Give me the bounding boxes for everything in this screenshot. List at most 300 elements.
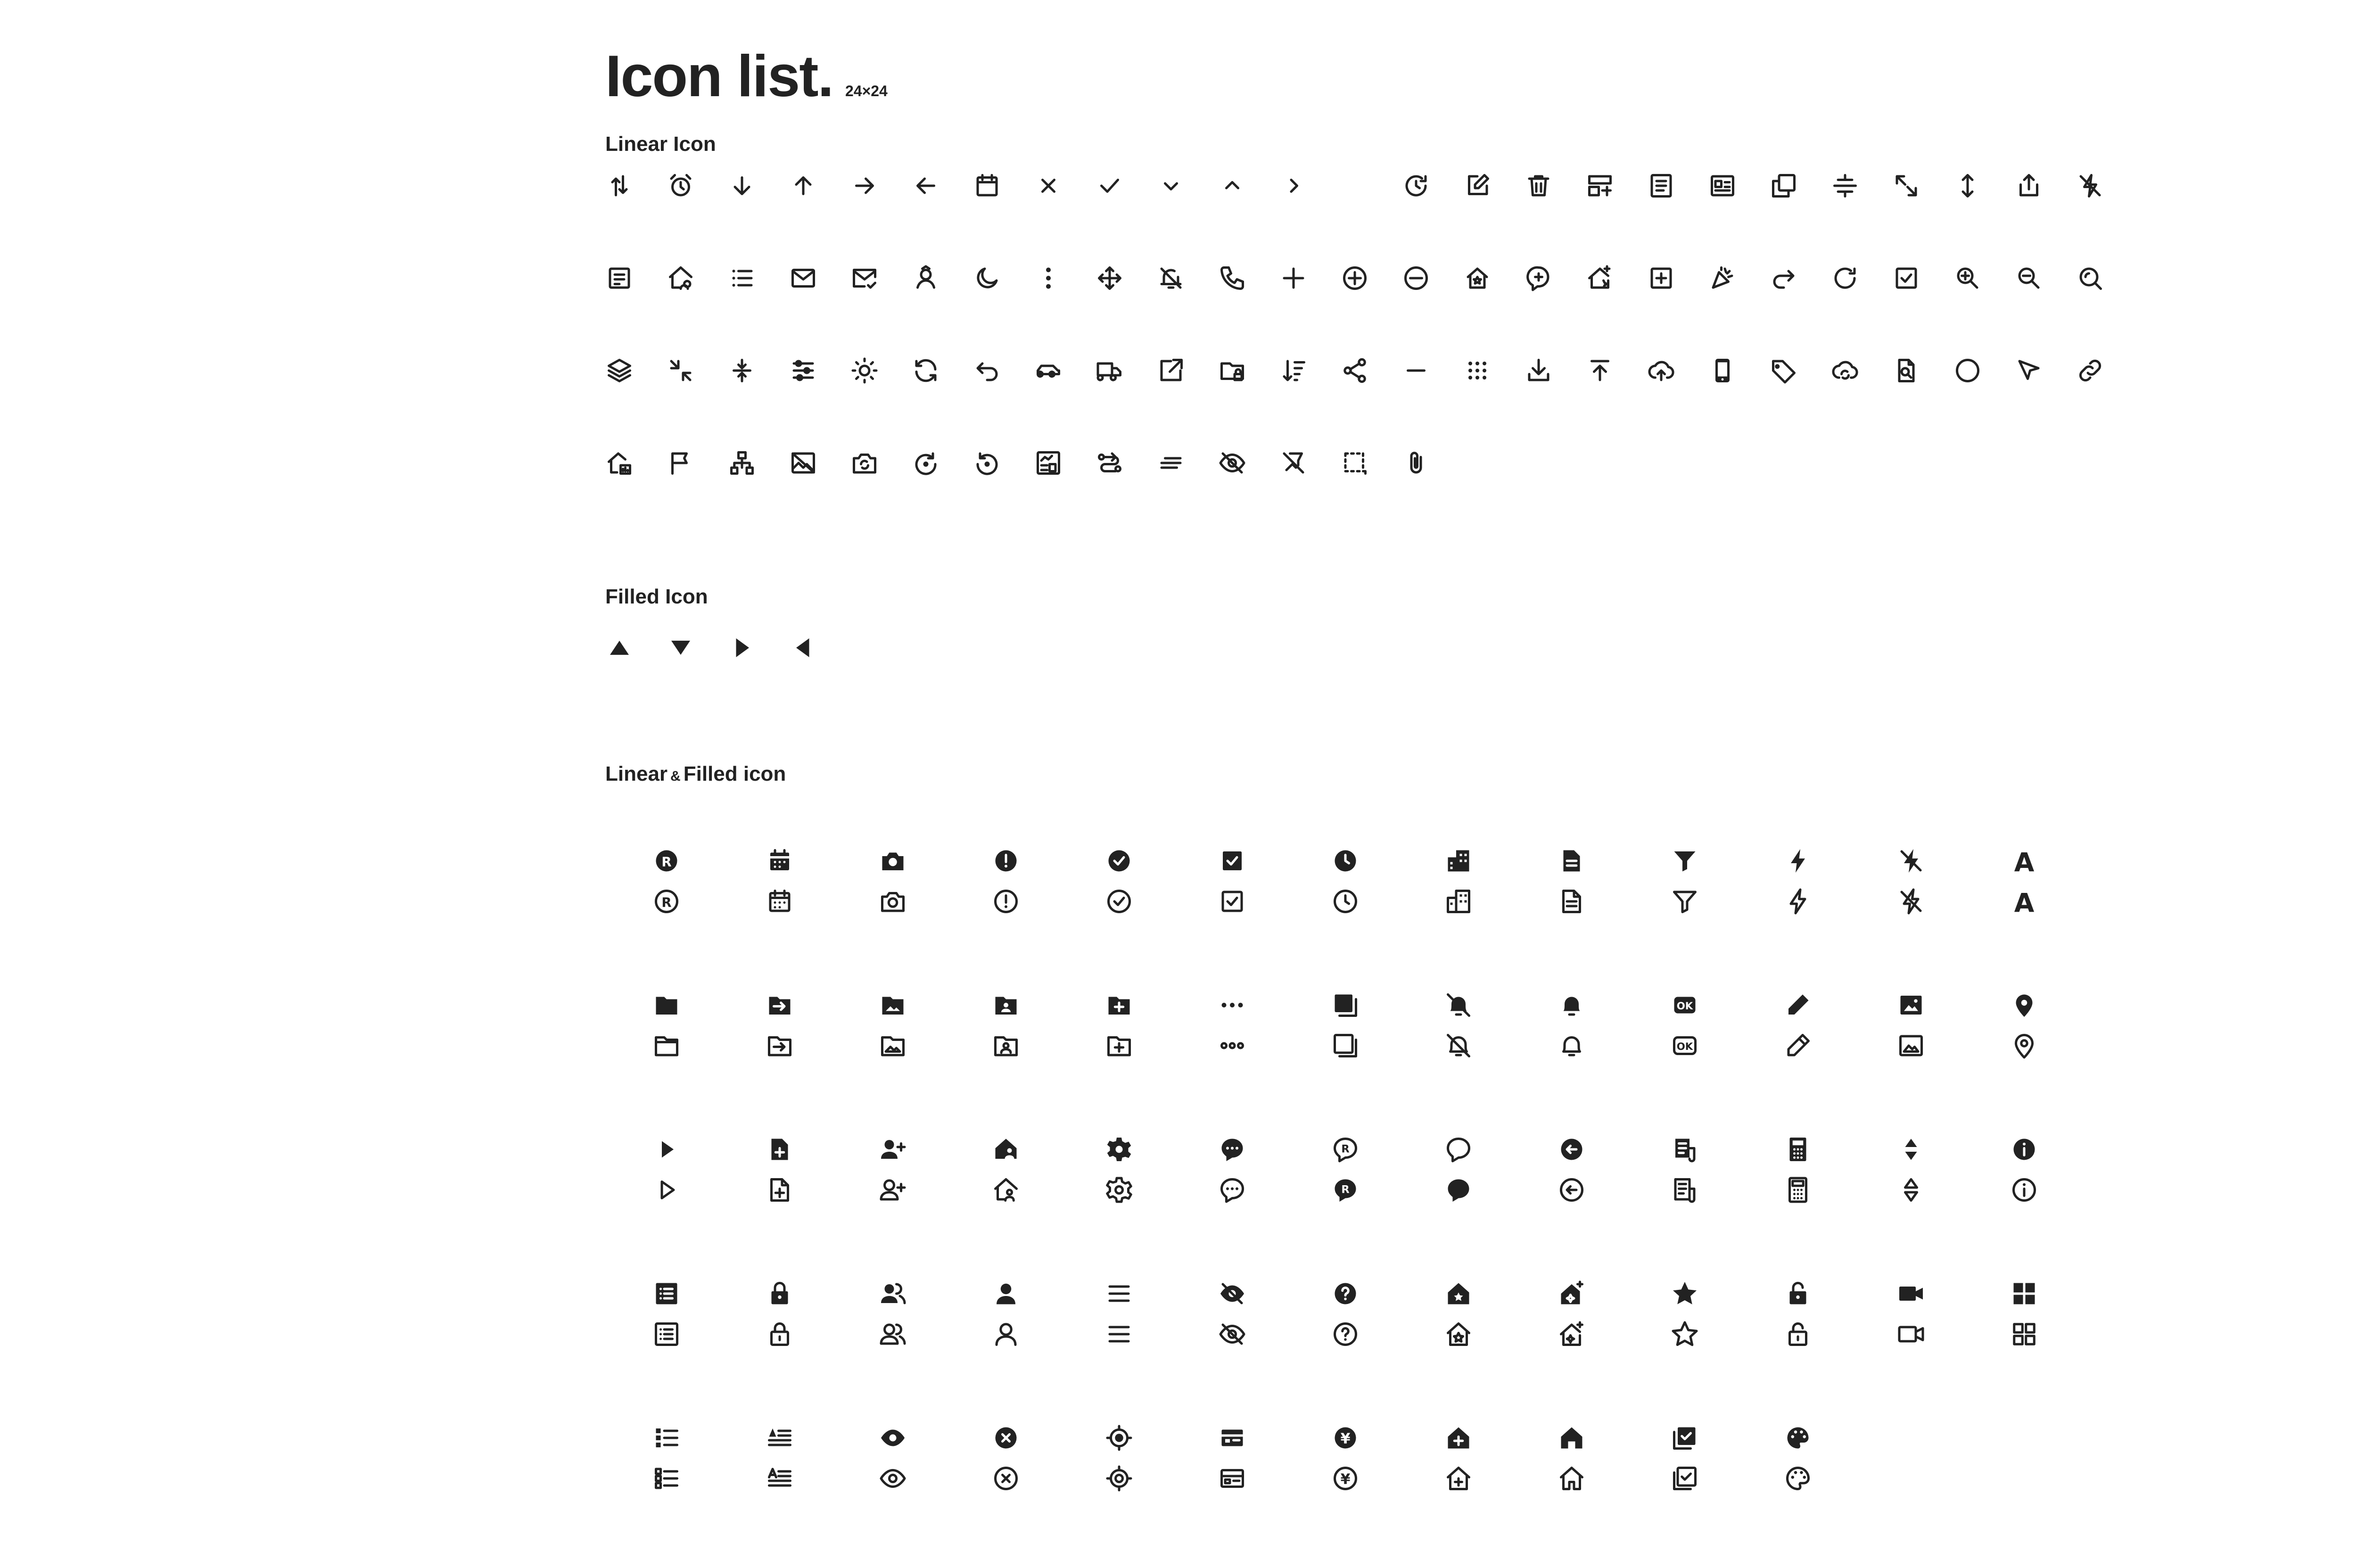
icon-pair [1402, 847, 1515, 991]
icon-pair [1063, 1424, 1176, 1568]
icon-cell [973, 449, 1034, 487]
text-list-filled-icon [766, 1424, 794, 1452]
menu-filled-icon [1105, 1279, 1133, 1308]
alarm-icon [667, 172, 695, 200]
icon-pair [723, 991, 836, 1135]
link-icon [2076, 356, 2104, 385]
icon-cell [1096, 172, 1157, 209]
icon-pair [836, 1135, 949, 1279]
icon-pair [610, 1424, 723, 1568]
notifications-filled-icon [1558, 991, 1586, 1019]
font-filled-icon [2010, 847, 2038, 875]
icon-pair [610, 847, 723, 991]
hierarchy-icon [728, 449, 756, 477]
icon-cell [728, 264, 789, 302]
icon-cell [1402, 449, 1463, 487]
refresh-icon [1831, 264, 1859, 292]
icon-pair [949, 991, 1063, 1135]
moon-icon [973, 264, 1001, 292]
icon-cell [1157, 172, 1218, 209]
icon-pair [1289, 847, 1402, 991]
mail-check-icon [850, 264, 879, 292]
icon-cell [850, 264, 912, 302]
icon-cell [1953, 356, 2015, 394]
file-add-filled-icon [766, 1135, 794, 1164]
icon-cell [789, 356, 850, 394]
icon-cell [1279, 449, 1341, 487]
icon-cell [1708, 356, 1770, 394]
sort-desc-icon [1279, 356, 1308, 385]
more-horizontal-filled-icon [1218, 991, 1246, 1019]
chevron-down-icon [1157, 172, 1185, 200]
arrow-back-circle-filled-icon [1558, 1135, 1586, 1164]
info-filled-icon [2010, 1135, 2038, 1164]
icon-sheet [605, 0, 2114, 1527]
icon-cell [789, 634, 850, 671]
icon-pair [1968, 847, 2081, 991]
icon-cell [667, 172, 728, 209]
lock-outline-icon [766, 1320, 794, 1348]
house-sparkle-icon [1586, 264, 1614, 292]
icon-cell [1953, 172, 2015, 209]
collapse-vertical-icon [728, 356, 756, 385]
target-filled-icon [1105, 1424, 1133, 1452]
icon-cell [1096, 449, 1157, 487]
icon-cell [1218, 449, 1279, 487]
icon-pair [836, 1424, 949, 1568]
icon-cell [1770, 172, 1831, 209]
shrink-icon [667, 356, 695, 385]
note-icon [605, 264, 634, 292]
linear-filled-icon-grid [610, 847, 2081, 1568]
icon-cell [1770, 264, 1831, 302]
house-star-filled-icon [1444, 1279, 1473, 1308]
icon-cell [973, 172, 1034, 209]
yen-outline-icon [1331, 1464, 1360, 1493]
folder-lock-icon [1218, 356, 1246, 385]
icon-cell [1647, 356, 1708, 394]
arrow-down-icon [728, 172, 756, 200]
folder-filled-icon [652, 991, 681, 1019]
arrow-back-circle-outline-icon [1558, 1176, 1586, 1204]
icon-cell [605, 264, 667, 302]
task-outline-icon [1671, 1464, 1699, 1493]
svg-text:R: R [661, 854, 672, 870]
id-card-icon [1708, 172, 1737, 200]
icon-cell [789, 449, 850, 487]
icon-cell [1463, 264, 1525, 302]
icon-cell [1402, 356, 1463, 394]
icon-cell [1463, 356, 1525, 394]
chart-doc-icon [1034, 449, 1063, 477]
redo-icon [1770, 264, 1798, 292]
folder-move-filled-icon [766, 991, 794, 1019]
folder-add-outline-icon [1105, 1032, 1133, 1060]
menu-outline-icon [1105, 1320, 1133, 1348]
blank-icon [1341, 172, 1369, 200]
svg-text:¥: ¥ [1340, 1430, 1351, 1447]
timer-forward-icon [912, 449, 940, 477]
download-icon [1525, 356, 1553, 385]
clock-outline-icon [1331, 887, 1360, 916]
chat-plus-icon [1525, 264, 1553, 292]
icon-pair [836, 847, 949, 991]
icon-cell [1831, 356, 1892, 394]
icon-pair [1176, 1135, 1289, 1279]
icon-cell [973, 356, 1034, 394]
smartphone-icon [1708, 356, 1737, 385]
history-icon [1402, 172, 1430, 200]
edit-icon [1463, 172, 1492, 200]
minus-circle-icon [1402, 264, 1430, 292]
icon-cell [2015, 264, 2076, 302]
icon-cell [728, 634, 789, 671]
icon-cell [1034, 449, 1096, 487]
icon-cell [1402, 264, 1463, 302]
icon-cell [2076, 356, 2137, 394]
zoom-out-icon [2015, 264, 2043, 292]
title-row [605, 44, 888, 109]
dashboard-filled-icon [2010, 1279, 2038, 1308]
lock-filled-icon [766, 1279, 794, 1308]
checkbox-icon [1892, 264, 1920, 292]
arrow-up-icon [789, 172, 817, 200]
camera-outline-icon [879, 887, 907, 916]
copy-outline-icon [1331, 1032, 1360, 1060]
trash-icon [1525, 172, 1553, 200]
star-outline-icon [1671, 1320, 1699, 1348]
list-box-outline-icon [652, 1320, 681, 1348]
person-pin-icon [912, 264, 940, 292]
lock-open-filled-icon [1784, 1279, 1812, 1308]
section-title-linear: Linear Icon [605, 132, 716, 156]
svg-text:R: R [1341, 1183, 1350, 1196]
truck-icon [1096, 356, 1124, 385]
section-title-amp: & [670, 768, 681, 784]
icon-cell [1218, 356, 1279, 394]
mail-icon [789, 264, 817, 292]
filter-outline-icon [1671, 887, 1699, 916]
document-filled-icon [1558, 847, 1586, 875]
icon-cell [2015, 356, 2076, 394]
arrow-left-icon [912, 172, 940, 200]
triangle-right-icon [728, 634, 756, 662]
svg-text:OK: OK [1676, 1040, 1693, 1053]
flash-outline-icon [1784, 887, 1812, 916]
info-outline-icon [2010, 1176, 2038, 1204]
document-lines-icon [1647, 172, 1675, 200]
icon-cell [667, 634, 728, 671]
icon-cell [1279, 356, 1341, 394]
plus-circle-icon [1341, 264, 1369, 292]
icon-pair [1628, 1424, 1741, 1568]
icon-pair [1289, 1135, 1402, 1279]
icon-cell [1463, 172, 1525, 209]
icon-cell [1341, 172, 1402, 209]
icon-pair [1402, 1135, 1515, 1279]
chat-dots-filled-icon [1218, 1135, 1246, 1164]
icon-pair [1968, 1135, 2081, 1279]
icon-pair [610, 991, 723, 1135]
icon-pair [836, 991, 949, 1135]
icon-pair [610, 1279, 723, 1424]
icon-cell [1708, 264, 1770, 302]
icon-pair [1741, 847, 1854, 991]
icon-cell [1525, 172, 1586, 209]
checkbox-outline-icon [1218, 887, 1246, 916]
navigation-icon [2015, 356, 2043, 385]
calculator-filled-icon [1784, 1135, 1812, 1164]
icon-pair [1402, 1279, 1515, 1424]
icon-cell [1341, 264, 1402, 302]
icon-cell [1218, 172, 1279, 209]
person-add-outline-icon [879, 1176, 907, 1204]
filter-filled-icon [1671, 847, 1699, 875]
page-title: Icon list. [605, 44, 833, 109]
icon-cell [728, 172, 789, 209]
icon-cell [728, 449, 789, 487]
filled-icon-grid [605, 634, 850, 671]
icon-pair [1628, 991, 1741, 1135]
expand-icon [1892, 172, 1920, 200]
apps-icon [1463, 356, 1492, 385]
external-link-icon [1157, 356, 1185, 385]
videocam-filled-icon [1897, 1279, 1925, 1308]
sync-icon [912, 356, 940, 385]
camera-switch-icon [850, 449, 879, 477]
font-outline-icon [2010, 887, 2038, 916]
cancel-outline-icon [992, 1464, 1020, 1493]
move-icon [1096, 264, 1124, 292]
house-star-icon [1463, 264, 1492, 292]
help-filled-icon [1331, 1279, 1360, 1308]
chat-bubble-outline-icon [1444, 1176, 1473, 1204]
icon-pair [1063, 847, 1176, 991]
icon-pair [1515, 1279, 1628, 1424]
icon-pair [1968, 991, 2081, 1135]
sort-swap-icon [605, 172, 634, 200]
icon-pair [723, 847, 836, 991]
person-outline-icon [992, 1320, 1020, 1348]
layers-icon [605, 356, 634, 385]
icon-pair [1515, 1424, 1628, 1568]
folder-image-filled-icon [879, 991, 907, 1019]
icon-pair [723, 1279, 836, 1424]
icon-cell [2076, 172, 2137, 209]
route-icon [1096, 449, 1124, 477]
visibility-off-icon [1218, 449, 1246, 477]
clock-filled-icon [1331, 847, 1360, 875]
eye-outline-icon [879, 1464, 907, 1493]
icon-pair [949, 1424, 1063, 1568]
icon-cell [667, 264, 728, 302]
icon-pair [1176, 847, 1289, 991]
icon-cell [1525, 264, 1586, 302]
people-filled-icon [879, 1279, 907, 1308]
search-icon [2076, 264, 2104, 292]
share-icon [2015, 172, 2043, 200]
icon-cell [1770, 356, 1831, 394]
receipt-outline-icon [1671, 1176, 1699, 1204]
dashboard-outline-icon [2010, 1320, 2038, 1348]
notifications-off-outline-icon [1444, 1032, 1473, 1060]
svg-text:A: A [2014, 888, 2035, 916]
icon-pair [1628, 1279, 1741, 1424]
pencil-filled-icon [1784, 991, 1812, 1019]
folder-outline-icon [652, 1032, 681, 1060]
house-plus-filled-icon [1444, 1424, 1473, 1452]
icon-pair [1063, 991, 1176, 1135]
icon-pair [1854, 1279, 1968, 1424]
section-title-part-filled: Filled icon [683, 762, 786, 785]
icon-pair [1515, 1135, 1628, 1279]
document-outline-icon [1558, 887, 1586, 916]
videocam-outline-icon [1897, 1320, 1925, 1348]
icon-cell [912, 449, 973, 487]
icon-pair [1176, 991, 1289, 1135]
home-chart-icon [605, 449, 634, 477]
image-filled-icon [1897, 991, 1925, 1019]
car-icon [1034, 356, 1063, 385]
phone-icon [1218, 264, 1246, 292]
star-filled-icon [1671, 1279, 1699, 1308]
more-horizontal-outline-icon [1218, 1032, 1246, 1060]
attach-icon [1402, 449, 1430, 477]
svg-text:R: R [1341, 1143, 1350, 1155]
undo-icon [973, 356, 1001, 385]
icon-cell [1647, 264, 1708, 302]
house-sparkle-filled-icon [1558, 1279, 1586, 1308]
more-vertical-icon [1034, 264, 1063, 292]
triangle-down-icon [667, 634, 695, 662]
add-box-icon [1647, 264, 1675, 292]
icon-cell [667, 356, 728, 394]
copy-icon [1770, 172, 1798, 200]
file-search-icon [1892, 356, 1920, 385]
icon-cell [1708, 172, 1770, 209]
calendar-icon [973, 172, 1001, 200]
image-off-icon [789, 449, 817, 477]
calendar-filled-icon [766, 847, 794, 875]
house-filled-icon [1558, 1424, 1586, 1452]
flag-icon [667, 449, 695, 477]
icon-pair [949, 847, 1063, 991]
icon-pair [949, 1279, 1063, 1424]
person-add-filled-icon [879, 1135, 907, 1164]
icon-pair [1628, 1135, 1741, 1279]
sort-updown-outline-icon [1897, 1176, 1925, 1204]
icon-cell [1341, 356, 1402, 394]
file-add-outline-icon [766, 1176, 794, 1204]
plus-icon [1279, 264, 1308, 292]
chat-r-outline-icon [1331, 1176, 1360, 1204]
icon-cell [1831, 264, 1892, 302]
folder-add-filled-icon [1105, 991, 1133, 1019]
icon-pair [1402, 1424, 1515, 1568]
check-circle-outline-icon [1105, 887, 1133, 916]
vertical-resize-icon [1953, 172, 1982, 200]
circle-icon [1953, 356, 1982, 385]
icon-cell [605, 356, 667, 394]
ok-badge-filled-icon [1671, 991, 1699, 1019]
chat-bubble-filled-icon [1444, 1135, 1473, 1164]
copy-filled-icon [1331, 991, 1360, 1019]
cloud-sync-icon [1831, 356, 1859, 385]
svg-text:A: A [2014, 847, 2035, 875]
icon-pair [1289, 1279, 1402, 1424]
task-filled-icon [1671, 1424, 1699, 1452]
section-title-part-linear: Linear [605, 762, 668, 785]
icon-pair [1854, 1135, 1968, 1279]
calendar-outline-icon [766, 887, 794, 916]
icon-cell [912, 172, 973, 209]
icon-cell [912, 356, 973, 394]
icon-size-note: 24×24 [845, 83, 888, 99]
upload-top-icon [1586, 356, 1614, 385]
icon-pair [1176, 1424, 1289, 1568]
icon-pair [1176, 1279, 1289, 1424]
icon-cell [605, 449, 667, 487]
receipt-filled-icon [1671, 1135, 1699, 1164]
icon-pair [1854, 991, 1968, 1135]
chat-r-filled-icon [1331, 1135, 1360, 1164]
icon-cell [1157, 264, 1218, 302]
icon-cell [1034, 172, 1096, 209]
icon-pair [1515, 847, 1628, 991]
icon-cell [1402, 172, 1463, 209]
triangle-left-icon [789, 634, 817, 662]
icon-pair [949, 1135, 1063, 1279]
sliders-icon [789, 356, 817, 385]
help-outline-icon [1331, 1320, 1360, 1348]
icon-cell [1953, 264, 2015, 302]
icon-cell [667, 449, 728, 487]
short-text-icon [1157, 449, 1185, 477]
icon-cell [1279, 172, 1341, 209]
icon-cell [1525, 356, 1586, 394]
list-box-filled-icon [652, 1279, 681, 1308]
play-filled-icon [652, 1135, 681, 1164]
card-filled-icon [1218, 1424, 1246, 1452]
linear-icon-grid [605, 172, 2137, 541]
error-filled-icon [992, 847, 1020, 875]
palette-outline-icon [1784, 1464, 1812, 1493]
list-icon [728, 264, 756, 292]
icon-pair [1289, 991, 1402, 1135]
icon-cell [1586, 264, 1647, 302]
registered-filled-icon [652, 847, 681, 875]
cancel-filled-icon [992, 1424, 1020, 1452]
home-user-outline-icon [992, 1176, 1020, 1204]
cloud-upload-icon [1647, 356, 1675, 385]
icon-pair [836, 1279, 949, 1424]
icon-cell [850, 356, 912, 394]
sort-updown-filled-icon [1897, 1135, 1925, 1164]
folder-move-outline-icon [766, 1032, 794, 1060]
house-sparkle-outline-icon [1558, 1320, 1586, 1348]
camera-filled-icon [879, 847, 907, 875]
place-outline-icon [2010, 1032, 2038, 1060]
layout-insert-icon [1586, 172, 1614, 200]
flash-off-icon [2076, 172, 2104, 200]
folder-user-outline-icon [992, 1032, 1020, 1060]
place-filled-icon [2010, 991, 2038, 1019]
icon-cell [2015, 172, 2076, 209]
select-area-icon [1341, 449, 1369, 477]
flash-off-outline-icon [1897, 887, 1925, 916]
icon-cell [789, 172, 850, 209]
icon-cell [1034, 356, 1096, 394]
